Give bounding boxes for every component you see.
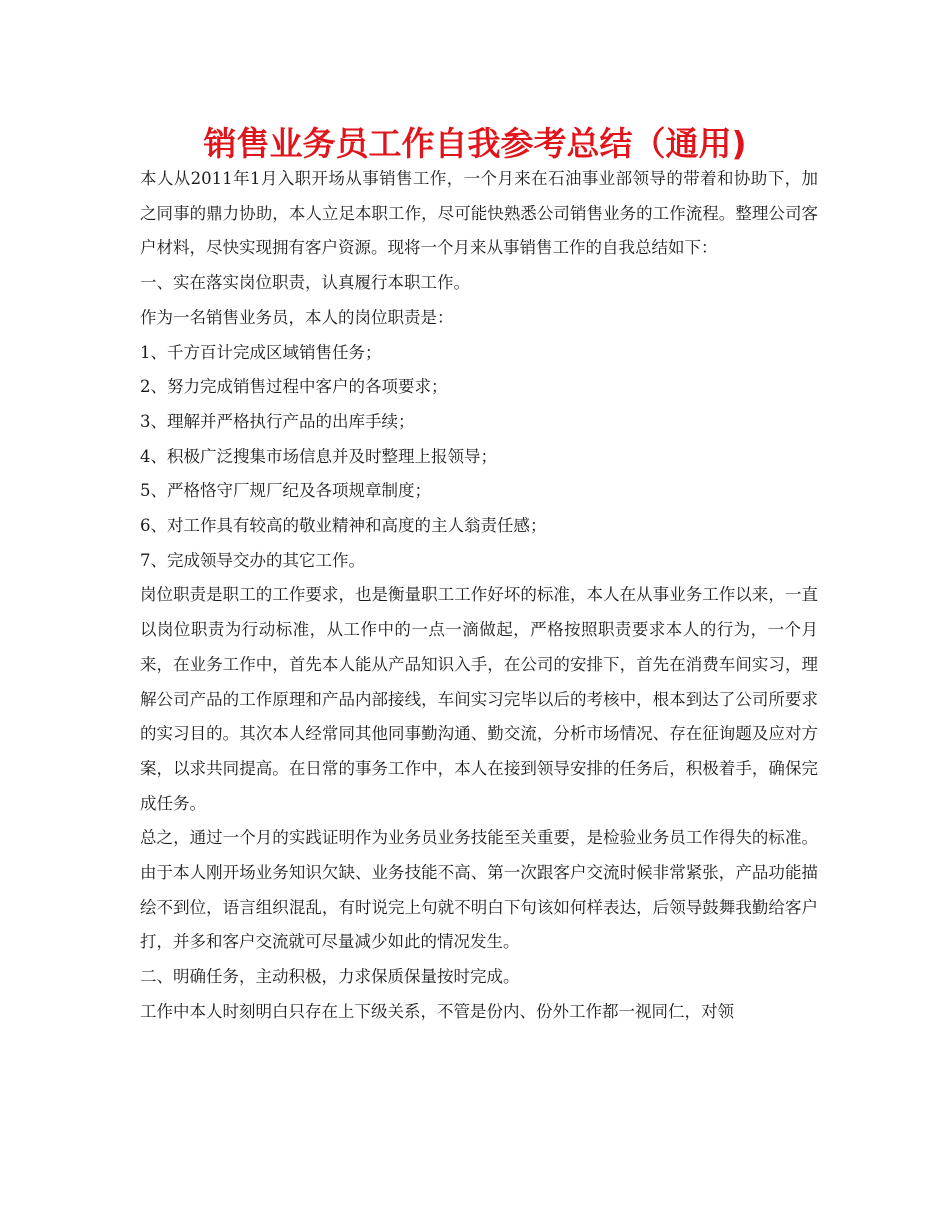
list-item-duty-5: 5、严格恪守厂规厂纪及各项规章制度； <box>140 481 431 501</box>
paragraph-intro: 本人从2011年1月入职开场从事销售工作，一个月来在石油事业部领导的带着和协助下，加之同事的鼎力协助，本人立足本职工作，尽可能快熟悉公司销售业务的工作流程。整理公司客户材料，尽快实现拥有客户资源。现将一个月来从事销售工作的自我总结如下： <box>140 169 818 258</box>
paragraph-tasks: 工作中本人时刻明白只存在上下级关系，不管是份内、份外工作都一视同仁，对领 <box>140 1001 734 1021</box>
paragraph-summary: 总之，通过一个月的实践证明作为业务员业务技能至关重要，是检验业务员工作得失的标准。由于本人刚开场业务知识欠缺、业务技能不高、第一次跟客户交流时候非常紧张，产品功能描绘不到位，语言组织混乱，有时说完上句就不明白下句该如何样表达，后领导鼓舞我勤给客户打，并多和客户交流就可尽量减少如此的情况发生。 <box>140 828 818 952</box>
list-item-duty-3: 3、理解并严格执行产品的出库手续； <box>140 411 415 431</box>
list-item-duty-1: 1、千方百计完成区域销售任务； <box>140 342 382 362</box>
paragraph-duties-intro: 作为一名销售业务员，本人的岗位职责是： <box>140 307 454 327</box>
paragraph-duties-practice: 岗位职责是职工的工作要求，也是衡量职工工作好坏的标准，本人在从事业务工作以来，一直以岗位职责为行动标准，从工作中的一点一滴做起，严格按照职责要求本人的行为，一个月来，在业务工作中，首先本人能从产品知识入手，在公司的安排下，首先在消费车间实习，理解公司产品的工作原理和产品内部接线，车间实习完毕以后的考核中，根本到达了公司所要求的实习目的。其次本人经常同其他同事勤沟通、勤交流，分析市场情况、存在征询题及应对方案，以求共同提高。在日常的事务工作中，本人在接到领导安排的任务后，积极着手，确保完成任务。 <box>140 585 818 813</box>
list-item-duty-7: 7、完成领导交办的其它工作。 <box>140 550 365 570</box>
document-body <box>140 162 818 1030</box>
section-heading-1: 一、实在落实岗位职责，认真履行本职工作。 <box>140 273 470 293</box>
list-item-duty-4: 4、积极广泛搜集市场信息并及时整理上报领导； <box>140 446 497 466</box>
list-item-duty-2: 2、努力完成销售过程中客户的各项要求； <box>140 377 448 397</box>
document-title: 销售业务员工作自我参考总结（通用) <box>203 124 747 163</box>
list-item-duty-6: 6、对工作具有较高的敬业精神和高度的主人翁责任感； <box>140 516 547 536</box>
section-heading-2: 二、明确任务，主动积极，力求保质保量按时完成。 <box>140 967 520 987</box>
